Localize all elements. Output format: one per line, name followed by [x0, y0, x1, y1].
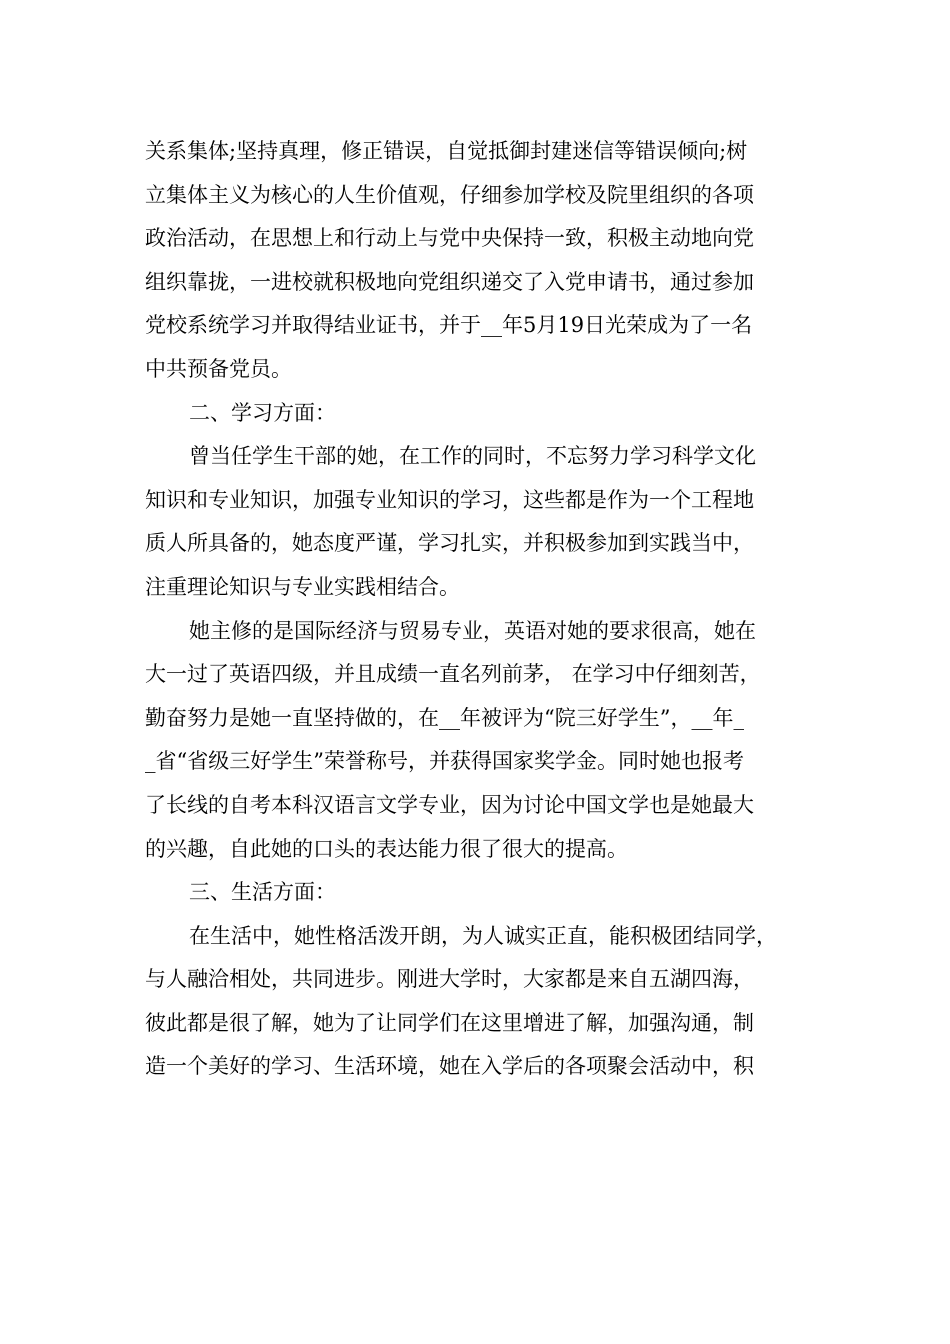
- heading-text: 三、生活方面：: [189, 880, 336, 905]
- text-line: 在生活中，她性格活泼开朗，为人诚实正直，能积极团结同学，: [189, 923, 777, 948]
- paragraph-study-1: [145, 435, 810, 609]
- text-line: 造一个美好的学习、生活环境，她在入学后的各项聚会活动中，积: [145, 1054, 754, 1079]
- text-line: 注重理论知识与专业实践相结合。: [145, 574, 460, 599]
- text-line: 组织靠拢，一进校就积极地向党组织递交了入党申请书，通过参加: [145, 269, 754, 294]
- section-heading-study: [145, 392, 810, 436]
- document-body: [145, 130, 810, 1089]
- paragraph-life-1: [145, 915, 810, 1089]
- text-line: 政治活动，在思想上和行动上与党中央保持一致，积极主动地向党: [145, 226, 754, 251]
- paragraph-study-2: [145, 610, 810, 872]
- text-line: 党校系统学习并取得结业证书，并于__年5月19日光荣成为了一名: [145, 313, 753, 338]
- section-heading-life: [145, 871, 810, 915]
- text-line: 的兴趣，自此她的口头的表达能力很了很大的提高。: [145, 836, 628, 861]
- text-line: 中共预备党员。: [145, 356, 292, 381]
- text-line: 知识和专业知识，加强专业知识的学习，这些都是作为一个工程地: [145, 487, 754, 512]
- text-line: 与人融洽相处，共同进步。刚进大学时，大家都是来自五湖四海，: [145, 967, 754, 992]
- text-line: 质人所具备的，她态度严谨，学习扎实，并积极参加到实践当中，: [145, 531, 754, 556]
- text-line: 她主修的是国际经济与贸易专业，英语对她的要求很高，她在: [189, 618, 756, 643]
- text-line: 大一过了英语四级，并且成绩一直名列前茅， 在学习中仔细刻苦，: [145, 662, 761, 687]
- text-line: 立集体主义为核心的人生价值观，仔细参加学校及院里组织的各项: [145, 182, 754, 207]
- text-line: 关系集体;坚持真理，修正错误，自觉抵御封建迷信等错误倾向;树: [145, 139, 748, 163]
- text-line: 了长线的自考本科汉语言文学专业，因为讨论中国文学也是她最大: [145, 792, 754, 817]
- heading-text: 二、学习方面：: [189, 400, 336, 425]
- text-line: 勤奋努力是她一直坚持做的，在__年被评为“院三好学生”，__年_: [145, 705, 744, 730]
- paragraph-political-continued: [145, 130, 810, 392]
- text-line: 曾当任学生干部的她，在工作的同时，不忘努力学习科学文化: [189, 444, 756, 469]
- text-line: 彼此都是很了解，她为了让同学们在这里增进了解，加强沟通，制: [145, 1010, 754, 1035]
- text-line: _省“省级三好学生”荣誉称号，并获得国家奖学金。同时她也报考: [145, 749, 744, 774]
